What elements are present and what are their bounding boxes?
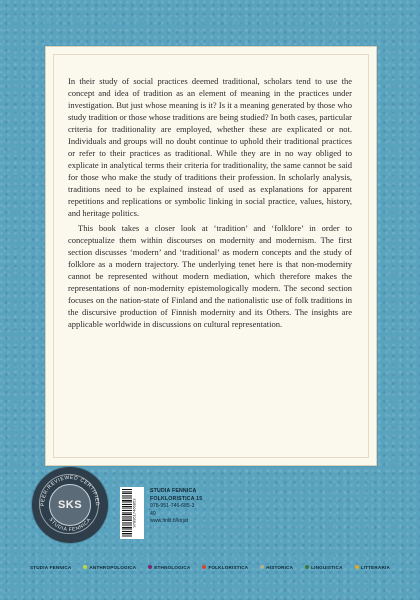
series-dot-icon [148,565,152,569]
sks-logo [32,467,108,543]
series-item [202,565,248,570]
series-label: ETHNOLOGICA [154,564,191,570]
back-cover-text-panel [45,46,377,466]
series-label: FOLKLORISTICA [208,564,249,570]
series-dot-icon [202,565,206,569]
logo-ring-top-text: PEER-REVIEWED CERTIFIED [39,474,101,507]
logo-center-text: SKS [49,484,91,526]
series-dot-icon [83,565,87,569]
series-item [83,565,136,570]
series-label: LINGUISTICA [311,564,343,570]
imprint-class: 49 [150,510,156,517]
series-list [30,562,390,572]
series-label: STUDIA FENNICA [30,564,72,570]
blurb-paragraph-1: In their study of social practices deemed traditional, scholars tend to use the concept and idea of tradition as an element of meaning in the practices under investigation. But just whose meaning is it? Is it a meaning generated by those who study tradition or those whose traditions are being studied? In both cases, particular criteria for traditionality are employed, whether these are explicated or not. Individuals and groups will no doubt continue to uphold their traditional practices or refer to their practices as traditional. While they are in no way obliged to explicate in analytical terms their criteria for traditionality, the same cannot be said for those who make the study of traditions their profession. In scholarly analysis, traditions need to be explained instead of used as explanations for apparent repetitions and replications or symbolic linking in social practice, values, history, and heritage politics. [68,76,352,218]
imprint-series-line-2: FOLKLORISTICA 15 [150,495,203,502]
series-label: HISTORICA [266,564,294,570]
series-item [30,565,71,570]
imprint-isbn: 978-951-746-685-3 [150,503,195,509]
imprint-block [150,488,260,526]
barcode-number: 9789517466853 [131,498,137,528]
series-item [355,565,390,570]
series-label: LITTERARIA [360,564,390,570]
book-blurb [68,75,352,330]
series-dot-icon [355,565,359,569]
logo-ring-bottom-text: STUDIA FENNICA [47,516,93,534]
imprint-url: www.finlit.fi/kirjat [150,518,189,524]
series-item [148,565,190,570]
series-item [305,565,343,570]
isbn-barcode [120,487,144,539]
series-dot-icon [260,565,264,569]
blurb-paragraph-2: This book takes a closer look at ‘tradition’ and ‘folklore’ in order to conceptualize them within discourses on modernity and modernism. The first section discusses ‘modern’ and ‘traditional’ as modern concepts and the study of folklore as a modern trajectory. The underlying tenet here is that non-modernity cannot be represented without modern mediation, which therefore makes the representations of non-modernity epistemologically modern. The second section focuses on the nation-state of Finland and the nationalistic use of folk traditions in the discursive production of Finnish modernity and its Others. The insights are applicable worldwide in discussions on cultural representation. [68,223,352,329]
imprint-series-line-1: STUDIA FENNICA [150,488,197,494]
series-dot-icon [305,565,309,569]
series-label: ANTHROPOLOGICA [89,564,137,570]
series-item [260,565,293,570]
